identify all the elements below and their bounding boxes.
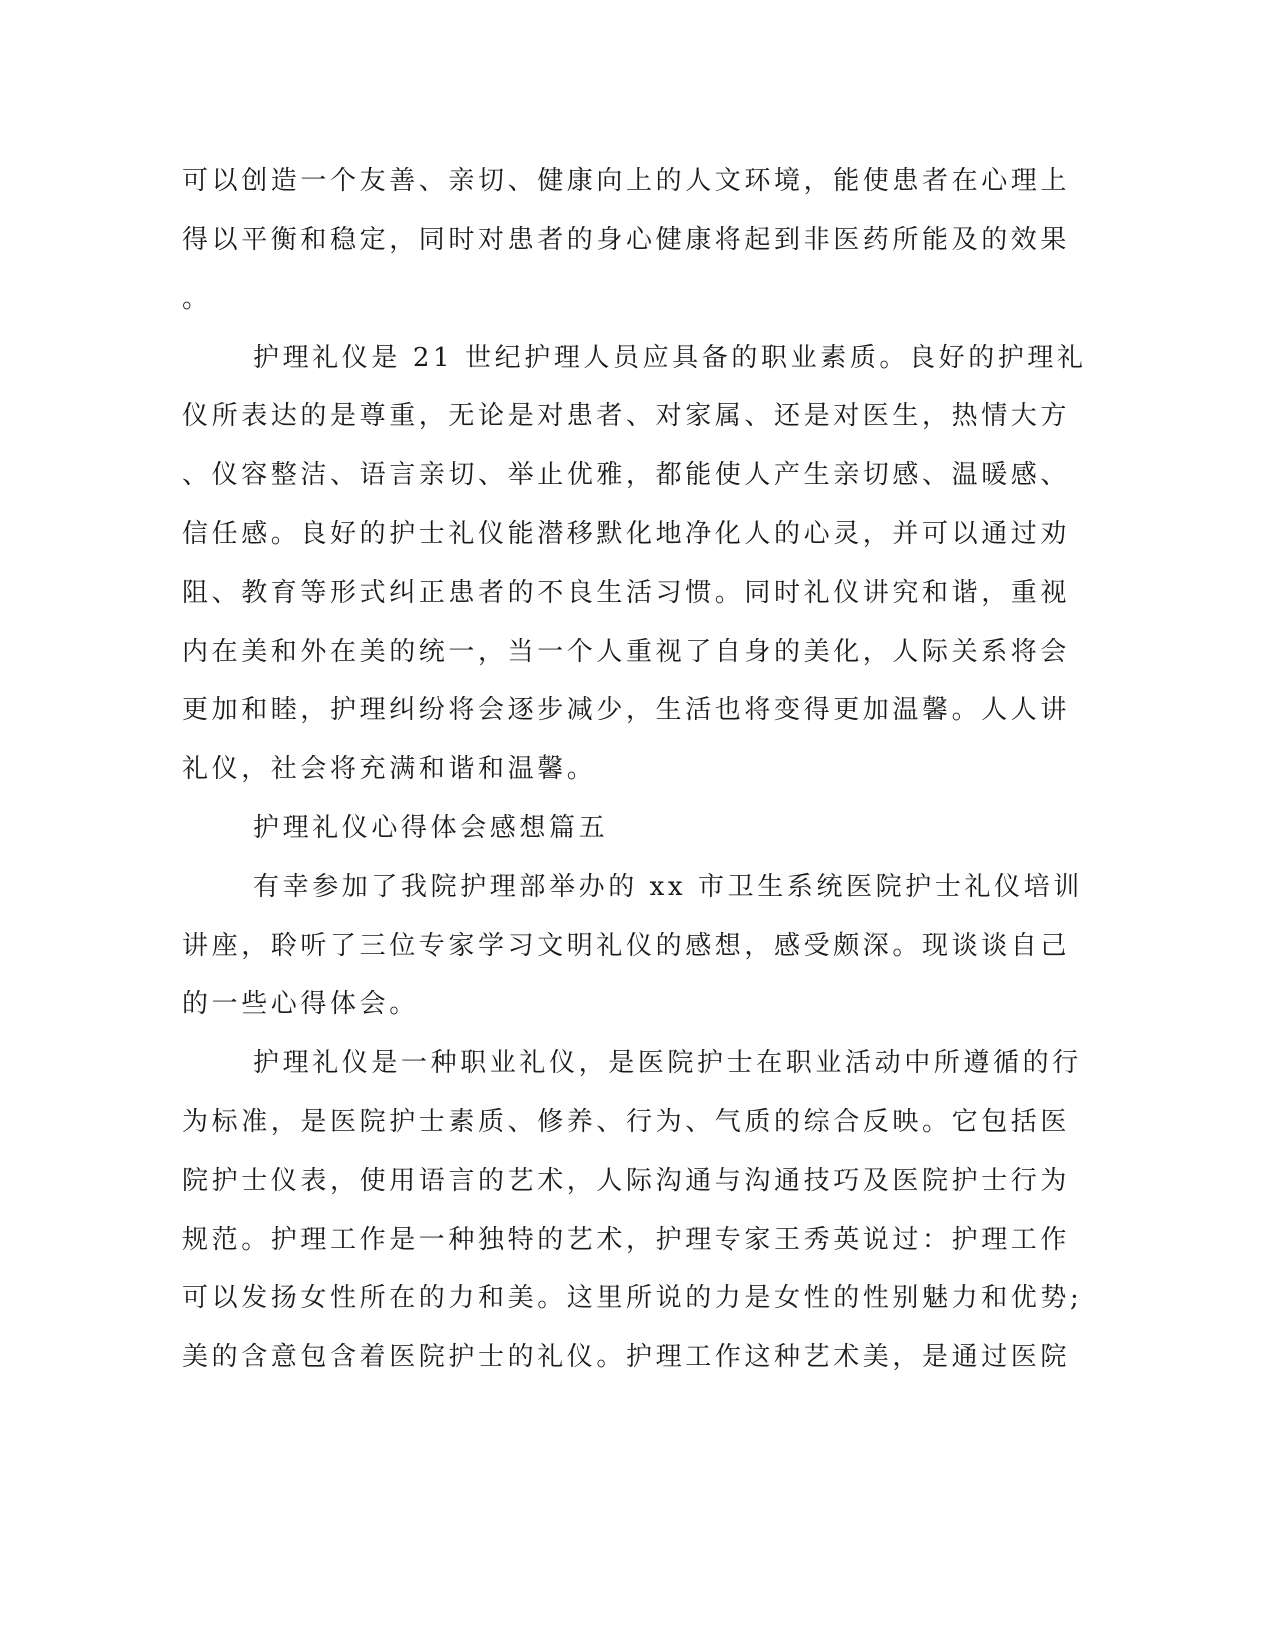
- text-line: 规范。护理工作是一种独特的艺术，护理专家王秀英说过：护理工作: [182, 1225, 1071, 1255]
- paragraph-start-line: 有幸参加了我院护理部举办的 xx 市卫生系统医院护士礼仪培训: [253, 872, 1083, 902]
- text-line: 更加和睦，护理纠纷将会逐步减少，生活也将变得更加温馨。人人讲: [182, 695, 1071, 725]
- text-line: 院护士仪表，使用语言的艺术，人际沟通与沟通技巧及医院护士行为: [182, 1166, 1071, 1196]
- text-line: 讲座，聆听了三位专家学习文明礼仪的感想，感受颇深。现谈谈自己: [182, 931, 1071, 961]
- text-line: 阻、教育等形式纠正患者的不良生活习惯。同时礼仪讲究和谐，重视: [182, 578, 1071, 608]
- text-line: 美的含意包含着医院护士的礼仪。护理工作这种艺术美，是通过医院: [182, 1342, 1071, 1372]
- text-line: 信任感。良好的护士礼仪能潜移默化地净化人的心灵，并可以通过劝: [182, 519, 1071, 549]
- text-line: 得以平衡和稳定，同时对患者的身心健康将起到非医药所能及的效果: [182, 225, 1071, 255]
- text-line: 内在美和外在美的统一，当一个人重视了自身的美化，人际关系将会: [182, 637, 1071, 667]
- paragraph-start-line: 护理礼仪是 21 世纪护理人员应具备的职业素质。良好的护理礼: [253, 343, 1087, 373]
- text-line: 仪所表达的是尊重，无论是对患者、对家属、还是对医生，热情大方: [182, 401, 1071, 431]
- text-line: 的一些心得体会。: [182, 989, 419, 1019]
- paragraph-start-line: 护理礼仪是一种职业礼仪，是医院护士在职业活动中所遵循的行: [253, 1048, 1082, 1078]
- section-heading: 护理礼仪心得体会感想篇五: [253, 813, 609, 843]
- text-line: 、仪容整洁、语言亲切、举止优雅，都能使人产生亲切感、温暖感、: [182, 460, 1071, 490]
- text-line: 。: [182, 284, 212, 314]
- text-line: 可以创造一个友善、亲切、健康向上的人文环境，能使患者在心理上: [182, 166, 1071, 196]
- text-line: 可以发扬女性所在的力和美。这里所说的力是女性的性别魅力和优势;: [182, 1283, 1083, 1313]
- text-line: 为标准，是医院护士素质、修养、行为、气质的综合反映。它包括医: [182, 1107, 1071, 1137]
- text-line: 礼仪，社会将充满和谐和温馨。: [182, 754, 597, 784]
